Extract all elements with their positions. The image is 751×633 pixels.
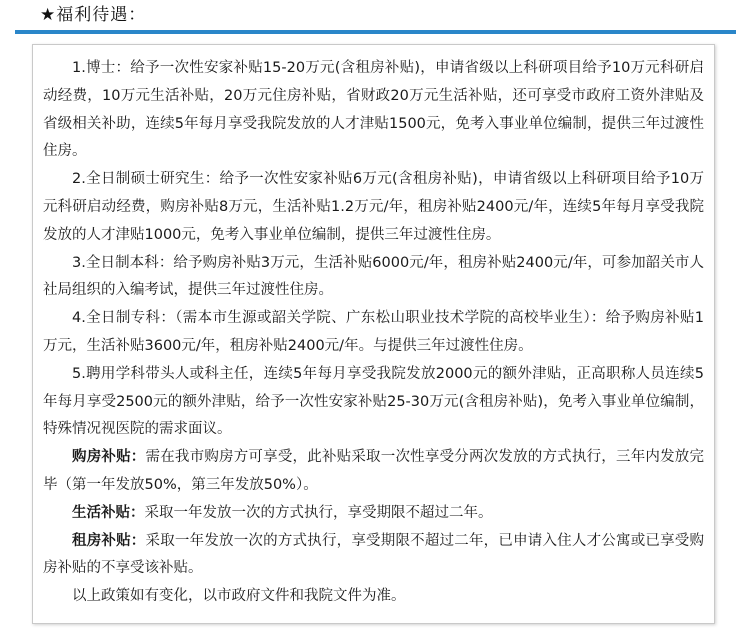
header-divider xyxy=(15,30,736,34)
paragraph-text: 2.全日制硕士研究生：给予一次性安家补贴6万元(含租房补贴)，申请省级以上科研项目给予10万元科研启动经费，购房补贴8万元，生活补贴1.2万元/年，租房补贴2400元/年，连续5年每月享受我院发放的人才津贴1000元，免考入事业单位编制，提供三年过渡性住房。 xyxy=(43,171,704,243)
paragraph-text: 采取一年发放一次的方式执行，享受期限不超过二年。 xyxy=(144,504,493,521)
benefit-paragraph-discipline-leader xyxy=(43,361,704,444)
benefit-paragraph-doctor xyxy=(43,55,704,166)
benefits-content-box xyxy=(32,44,715,624)
section-title: ★福利待遇： xyxy=(40,5,147,25)
paragraph-text: 3.全日制本科：给予购房补贴3万元，生活补贴6000元/年，租房补贴2400元/年，可参加韶关市人社局组织的入编考试，提供三年过渡性住房。 xyxy=(43,254,704,299)
paragraph-lead: 购房补贴： xyxy=(72,449,146,466)
housing-purchase-subsidy-note xyxy=(43,444,704,500)
paragraph-text: 1.博士：给予一次性安家补贴15-20万元(含租房补贴)，申请省级以上科研项目给予10万元科研启动经费，10万元生活补贴，20万元住房补贴，省财政20万元生活补贴，还可享受市政府工资外津贴及省级相关补助，连续5年每月享受我院发放的人才津贴1500元，免考入事业单位编制，提供三年过渡性住房。 xyxy=(43,60,704,160)
paragraph-lead: 生活补贴： xyxy=(72,504,145,521)
policy-change-note xyxy=(43,583,704,611)
benefit-paragraph-master xyxy=(43,166,704,249)
paragraph-text: 5.聘用学科带头人或科主任，连续5年每月享受我院发放2000元的额外津贴，正高职称人员连续5年每月享受2500元的额外津贴，给予一次性安家补贴25-30万元(含租房补贴)，免考入事业单位编制，特殊情况视医院的需求面议。 xyxy=(43,365,704,438)
living-subsidy-note xyxy=(43,500,704,528)
paragraph-text: 以上政策如有变化，以市政府文件和我院文件为准。 xyxy=(72,588,406,605)
paragraph-text: 需在我市购房方可享受，此补贴采取一次性享受分两次发放的方式执行，三年内发放完毕（第一年发放50%，第三年发放50%）。 xyxy=(43,449,705,493)
paragraph-text: 采取一年发放一次的方式执行，享受期限不超过二年，已申请入住人才公寓或已享受购房补贴的不享受该补贴。 xyxy=(43,532,705,577)
section-header xyxy=(0,0,751,36)
benefit-paragraph-junior-college xyxy=(43,305,704,361)
rent-subsidy-note xyxy=(43,528,704,584)
paragraph-lead: 租房补贴： xyxy=(72,532,146,549)
paragraph-text: 4.全日制专科：（需本市生源或韶关学院、广东松山职业技术学院的高校毕业生）：给予购房补贴1万元，生活补贴3600元/年，租房补贴2400元/年。与提供三年过渡性住房。 xyxy=(43,310,704,354)
benefit-paragraph-bachelor xyxy=(43,250,704,306)
